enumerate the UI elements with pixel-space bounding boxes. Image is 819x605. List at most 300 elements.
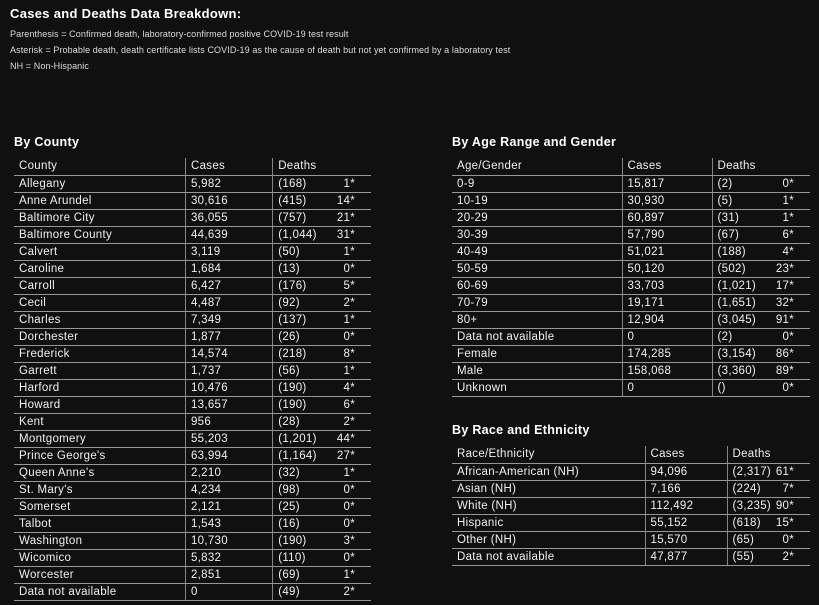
table-row [14,566,371,583]
deaths-probable-value: 0* [343,262,355,275]
column-header-deaths: Deaths [727,446,810,463]
row-label-cell: 10-19 [452,192,622,209]
cases-cell: 30,930 [622,192,712,209]
row-label-cell: St. Mary's [14,481,185,498]
deaths-confirmed-value: (25) [278,500,300,513]
deaths-confirmed-value: (224) [732,482,761,495]
deaths-probable-value: 32* [775,296,794,309]
age-gender-table [452,158,810,397]
row-label-cell: Talbot [14,515,185,532]
cases-cell: 94,096 [645,463,727,480]
row-label-cell: Asian (NH) [452,480,645,497]
table-row [14,362,371,379]
deaths-probable-value: 91* [775,313,794,326]
column-header-cases: Cases [645,446,727,463]
table-row [14,192,371,209]
deaths-cell [273,583,371,600]
row-label-cell: 20-29 [452,209,622,226]
deaths-values [733,532,811,548]
deaths-values [718,227,811,243]
cases-cell: 57,790 [622,226,712,243]
deaths-probable-value: 0* [343,483,355,496]
deaths-cell [727,548,810,565]
table-row [452,277,810,294]
row-label-cell: Data not available [452,548,645,565]
deaths-confirmed-value: (56) [278,364,300,377]
row-label-cell: 40-49 [452,243,622,260]
deaths-probable-value: 1* [782,211,794,224]
cases-cell: 33,703 [622,277,712,294]
deaths-confirmed-value: (28) [278,415,300,428]
deaths-confirmed-value: (50) [278,245,300,258]
deaths-cell [727,531,810,548]
cases-cell: 60,897 [622,209,712,226]
deaths-confirmed-value: (502) [717,262,746,275]
deaths-cell [712,379,810,396]
deaths-confirmed-value: (98) [278,483,300,496]
row-label-cell: Cecil [14,294,185,311]
row-label-cell: Worcester [14,566,185,583]
table-row [14,243,371,260]
column-header-cases: Cases [185,158,272,175]
deaths-cell [273,396,371,413]
cases-cell: 2,851 [185,566,272,583]
cases-cell: 6,427 [185,277,272,294]
deaths-probable-value: 1* [343,245,355,258]
deaths-confirmed-value: (2) [717,177,733,190]
table-row [14,260,371,277]
row-label-cell: Charles [14,311,185,328]
deaths-values [278,533,371,549]
cases-cell: 174,285 [622,345,712,362]
row-label-cell: Male [452,362,622,379]
deaths-cell [273,379,371,396]
deaths-values [733,464,811,480]
age-table-header-row [452,158,810,175]
deaths-cell [712,294,810,311]
cases-cell: 1,877 [185,328,272,345]
deaths-values [278,363,371,379]
table-row [14,209,371,226]
deaths-probable-value: 8* [343,347,355,360]
row-label-cell: 50-59 [452,260,622,277]
deaths-probable-value: 2* [343,296,355,309]
row-label-cell: Kent [14,413,185,430]
deaths-probable-value: 0* [343,500,355,513]
deaths-cell [273,226,371,243]
column-header-age-gender: Age/Gender [452,158,622,175]
deaths-probable-value: 89* [775,364,794,377]
race-table-header-row [452,446,810,463]
cases-cell: 15,817 [622,175,712,192]
cases-cell: 55,152 [645,514,727,531]
deaths-values [718,244,811,260]
deaths-probable-value: 2* [343,585,355,598]
deaths-cell [273,464,371,481]
deaths-probable-value: 4* [782,245,794,258]
cases-cell: 5,982 [185,175,272,192]
deaths-confirmed-value: (1,044) [278,228,317,241]
deaths-confirmed-value: (618) [732,516,761,529]
deaths-cell [712,277,810,294]
deaths-confirmed-value: (137) [278,313,307,326]
deaths-values [278,499,371,515]
row-label-cell: Wicomico [14,549,185,566]
cases-cell: 7,166 [645,480,727,497]
deaths-values [718,295,811,311]
note-asterisk: Asterisk = Probable death, death certificate lists COVID-19 as the cause of death but not yet confirmed by a laboratory test [10,45,511,55]
section-by-age-gender [452,134,810,397]
deaths-confirmed-value: (92) [278,296,300,309]
table-row [452,548,810,565]
deaths-confirmed-value: (26) [278,330,300,343]
deaths-cell [273,311,371,328]
deaths-cell [273,498,371,515]
deaths-values [278,414,371,430]
deaths-probable-value: 14* [336,194,355,207]
deaths-values [278,397,371,413]
deaths-values [278,278,371,294]
deaths-confirmed-value: (1,201) [278,432,317,445]
deaths-probable-value: 1* [782,194,794,207]
row-label-cell: Caroline [14,260,185,277]
deaths-values [278,176,371,192]
deaths-cell [273,209,371,226]
row-label-cell: Data not available [452,328,622,345]
table-row [452,463,810,480]
county-table [14,158,371,601]
cases-cell: 112,492 [645,497,727,514]
deaths-probable-value: 5* [343,279,355,292]
deaths-confirmed-value: (190) [278,398,307,411]
deaths-cell [712,345,810,362]
deaths-values [278,550,371,566]
row-label-cell: Other (NH) [452,531,645,548]
deaths-values [278,329,371,345]
table-row [14,481,371,498]
table-row [14,379,371,396]
cases-cell: 1,737 [185,362,272,379]
deaths-cell [712,243,810,260]
deaths-probable-value: 61* [775,465,794,478]
section-by-race-ethnicity [452,422,810,566]
deaths-values [733,498,811,514]
cases-cell: 4,234 [185,481,272,498]
deaths-values [278,210,371,226]
cases-cell: 2,121 [185,498,272,515]
deaths-values [718,210,811,226]
deaths-probable-value: 0* [782,381,794,394]
column-header-deaths: Deaths [712,158,810,175]
deaths-probable-value: 17* [775,279,794,292]
row-label-cell: Unknown [452,379,622,396]
row-label-cell: Baltimore City [14,209,185,226]
deaths-values [718,261,811,277]
county-table-header-row [14,158,371,175]
column-header-race-ethnicity: Race/Ethnicity [452,446,645,463]
deaths-cell [273,260,371,277]
section-by-county [14,134,371,601]
table-row [452,480,810,497]
column-header-deaths: Deaths [273,158,371,175]
deaths-cell [712,362,810,379]
page-title: Cases and Deaths Data Breakdown: [10,6,242,21]
cases-cell: 51,021 [622,243,712,260]
deaths-probable-value: 1* [343,466,355,479]
deaths-values [278,380,371,396]
deaths-confirmed-value: (757) [278,211,307,224]
deaths-values [718,380,811,396]
row-label-cell: Washington [14,532,185,549]
cases-cell: 63,994 [185,447,272,464]
deaths-cell [273,192,371,209]
deaths-values [278,261,371,277]
deaths-values [278,567,371,583]
cases-cell: 158,068 [622,362,712,379]
note-nh: NH = Non-Hispanic [10,61,89,71]
page-header [10,6,510,74]
cases-cell: 47,877 [645,548,727,565]
cases-cell: 1,543 [185,515,272,532]
section-heading-race-ethnicity: By Race and Ethnicity [452,423,590,437]
row-label-cell: Queen Anne's [14,464,185,481]
deaths-probable-value: 2* [782,550,794,563]
deaths-cell [273,481,371,498]
deaths-values [278,584,371,600]
table-row [14,175,371,192]
row-label-cell: Dorchester [14,328,185,345]
deaths-probable-value: 23* [775,262,794,275]
deaths-values [718,176,811,192]
deaths-values [278,193,371,209]
deaths-confirmed-value: () [717,381,726,394]
table-row [452,531,810,548]
cases-cell: 19,171 [622,294,712,311]
row-label-cell: Hispanic [452,514,645,531]
deaths-cell [712,311,810,328]
row-label-cell: Female [452,345,622,362]
deaths-cell [273,515,371,532]
deaths-confirmed-value: (1,164) [278,449,317,462]
deaths-cell [712,175,810,192]
deaths-values [718,329,811,345]
deaths-confirmed-value: (31) [717,211,740,224]
row-label-cell: African-American (NH) [452,463,645,480]
deaths-cell [273,175,371,192]
deaths-cell [273,277,371,294]
deaths-probable-value: 44* [336,432,355,445]
deaths-probable-value: 27* [336,449,355,462]
deaths-cell [273,549,371,566]
table-row [452,311,810,328]
table-row [452,345,810,362]
deaths-probable-value: 0* [782,177,794,190]
row-label-cell: Garrett [14,362,185,379]
cases-cell: 14,574 [185,345,272,362]
table-row [452,175,810,192]
deaths-probable-value: 1* [343,177,355,190]
deaths-probable-value: 15* [775,516,794,529]
deaths-probable-value: 0* [343,551,355,564]
deaths-probable-value: 7* [782,482,794,495]
deaths-confirmed-value: (3,045) [717,313,757,326]
deaths-values [278,465,371,481]
deaths-values [278,431,371,447]
table-row [14,464,371,481]
cases-cell: 0 [622,379,712,396]
column-header-county: County [14,158,185,175]
deaths-confirmed-value: (176) [278,279,307,292]
table-row [14,515,371,532]
cases-cell: 1,684 [185,260,272,277]
deaths-probable-value: 31* [336,228,355,241]
deaths-confirmed-value: (3,235) [732,499,772,512]
race-ethnicity-table [452,446,810,566]
table-row [452,243,810,260]
cases-cell: 956 [185,413,272,430]
row-label-cell: Somerset [14,498,185,515]
cases-cell: 5,832 [185,549,272,566]
deaths-cell [712,328,810,345]
table-row [14,447,371,464]
deaths-confirmed-value: (13) [278,262,300,275]
deaths-confirmed-value: (2,317) [732,465,772,478]
table-row [14,294,371,311]
cases-cell: 55,203 [185,430,272,447]
section-heading-county: By County [14,135,80,149]
table-row [452,209,810,226]
deaths-probable-value: 0* [782,533,794,546]
cases-cell: 50,120 [622,260,712,277]
deaths-confirmed-value: (49) [278,585,300,598]
table-row [14,430,371,447]
deaths-cell [273,532,371,549]
table-row [14,498,371,515]
row-label-cell: Allegany [14,175,185,192]
row-label-cell: 0-9 [452,175,622,192]
row-label-cell: Howard [14,396,185,413]
cases-cell: 10,730 [185,532,272,549]
row-label-cell: Frederick [14,345,185,362]
deaths-confirmed-value: (67) [717,228,740,241]
table-row [452,294,810,311]
cases-cell: 7,349 [185,311,272,328]
deaths-confirmed-value: (16) [278,517,300,530]
deaths-values [278,295,371,311]
row-label-cell: Carroll [14,277,185,294]
cases-cell: 2,210 [185,464,272,481]
row-label-cell: White (NH) [452,497,645,514]
deaths-confirmed-value: (168) [278,177,307,190]
table-row [14,583,371,600]
cases-cell: 0 [185,583,272,600]
table-row [452,192,810,209]
deaths-cell [273,566,371,583]
table-row [452,497,810,514]
deaths-confirmed-value: (3,154) [717,347,757,360]
deaths-confirmed-value: (1,021) [717,279,757,292]
deaths-cell [273,413,371,430]
deaths-cell [712,192,810,209]
deaths-values [278,482,371,498]
deaths-values [733,549,811,565]
deaths-probable-value: 0* [343,517,355,530]
deaths-cell [712,209,810,226]
row-label-cell: 80+ [452,311,622,328]
deaths-confirmed-value: (32) [278,466,300,479]
deaths-values [733,481,811,497]
column-header-cases: Cases [622,158,712,175]
deaths-confirmed-value: (3,360) [717,364,757,377]
deaths-cell [273,294,371,311]
table-row [14,328,371,345]
deaths-confirmed-value: (110) [278,551,306,564]
deaths-confirmed-value: (218) [278,347,307,360]
deaths-probable-value: 1* [343,364,355,377]
table-row [14,345,371,362]
deaths-cell [273,430,371,447]
deaths-confirmed-value: (188) [717,245,746,258]
deaths-values [278,516,371,532]
deaths-probable-value: 1* [343,313,355,326]
deaths-confirmed-value: (2) [717,330,733,343]
cases-cell: 44,639 [185,226,272,243]
deaths-confirmed-value: (1,651) [717,296,757,309]
deaths-values [718,363,811,379]
deaths-cell [727,463,810,480]
deaths-values [718,193,811,209]
deaths-confirmed-value: (190) [278,534,307,547]
legend-notes [10,26,510,74]
table-row [14,396,371,413]
row-label-cell: Anne Arundel [14,192,185,209]
cases-cell: 12,904 [622,311,712,328]
deaths-probable-value: 1* [343,568,355,581]
deaths-values [278,244,371,260]
table-row [452,514,810,531]
deaths-probable-value: 21* [336,211,355,224]
table-row [14,549,371,566]
deaths-confirmed-value: (5) [717,194,733,207]
table-row [452,379,810,396]
table-row [14,277,371,294]
deaths-probable-value: 0* [782,330,794,343]
deaths-values [733,515,811,531]
table-row [452,226,810,243]
cases-cell: 3,119 [185,243,272,260]
deaths-cell [727,480,810,497]
deaths-probable-value: 90* [775,499,794,512]
note-parenthesis: Parenthesis = Confirmed death, laboratory-confirmed positive COVID-19 test result [10,29,349,39]
deaths-confirmed-value: (55) [732,550,755,563]
cases-cell: 0 [622,328,712,345]
cases-cell: 30,616 [185,192,272,209]
deaths-probable-value: 2* [343,415,355,428]
deaths-probable-value: 6* [782,228,794,241]
deaths-probable-value: 86* [775,347,794,360]
deaths-cell [273,328,371,345]
deaths-values [278,312,371,328]
row-label-cell: Montgomery [14,430,185,447]
table-row [452,328,810,345]
deaths-values [718,312,811,328]
deaths-confirmed-value: (190) [278,381,307,394]
table-row [14,226,371,243]
cases-cell: 10,476 [185,379,272,396]
table-row [452,362,810,379]
deaths-cell [273,243,371,260]
deaths-values [278,227,371,243]
